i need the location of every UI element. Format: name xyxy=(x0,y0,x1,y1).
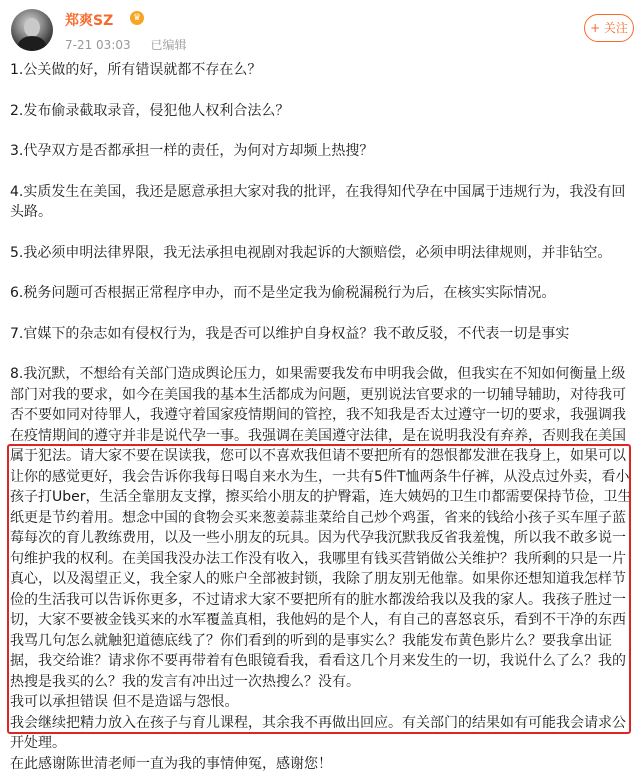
post-meta xyxy=(65,36,202,53)
edited-label: 已编辑 xyxy=(150,38,186,52)
paragraph-7: 7.官媒下的杂志如有侵权行为，我是否可以维护自身权益？我不敢反驳，不代表一切是事实 xyxy=(10,324,632,345)
paragraph-4: 4.实质发生在美国，我还是愿意承担大家对我的批评，在我得知代孕在中国属于违规行为，我没有回头路。 xyxy=(10,182,632,223)
closing-line-2: 我会继续把精力放入在孩子与育儿课程，其余我不再做出回应。有关部门的结果如有可能我会请求公开处理。 xyxy=(10,713,632,754)
closing-line-1: 我可以承担错误 但不是造谣与怨恨。 xyxy=(10,692,632,713)
avatar[interactable] xyxy=(11,9,53,51)
paragraph-6: 6.税务问题可否根据正常程序申办，而不是坐定我为偷税漏税行为后，在核实实际情况。 xyxy=(10,283,632,304)
paragraph-5: 5.我必须申明法律界限，我无法承担电视剧对我起诉的大额赔偿，必须申明法律规则，并非钻空。 xyxy=(10,243,632,264)
closing-line-3: 在此感谢陈世清老师一直为我的事情伸冤，感谢您！ xyxy=(10,754,632,774)
paragraph-3: 3.代孕双方是否都承担一样的责任，为何对方却频上热搜？ xyxy=(10,141,632,162)
post-timestamp[interactable]: 7-21 03:03 xyxy=(65,38,131,52)
vip-crown-icon: ♛ xyxy=(130,11,144,25)
paragraph-2: 2.发布偷录截取录音，侵犯他人权利合法么？ xyxy=(10,101,632,122)
follow-button[interactable]: + 关注 xyxy=(584,14,634,42)
username-link[interactable]: 郑爽SZ xyxy=(65,10,113,30)
paragraph-8: 8.我沉默，不想给有关部门造成舆论压力，如果需要我发布申明我会做，但我实在不知如何衡量上级部门对我的要求，如今在美国我的基本生活都成为问题，更别说法官要求的一切辅导辅助，对待我可否不要如同对待罪人，我遵守着国家疫情期间的管控，我不知我是否太过遵守一切的要求，我强调我在疫情期间的遵守并非是说代孕一事。我强调在美国遵守法律，是在说明我没有弃养，否则我在美国属于犯法。请大家不要在误读我，您可以不喜欢我但请不要把所有的怨恨都发泄在我身上，如果可以让你的感觉更好，我会告诉你我每日喝自来水为生，一共有5件T恤两条牛仔裤，从没点过外卖，看小孩子打Uber，生活全靠朋友支撑，擦买给小朋友的护臀霜，连大姨妈的卫生巾都需要保持节俭，卫生纸更是节约着用。想念中国的食物会买来葱姜蒜韭菜给自己炒个鸡蛋，省来的钱给小孩子买车厘子蓝莓每次的育儿教练费用，以及一些小朋友的玩具。因为代孕我沉默我反省我羞愧，所以我不敢多说一句维护我的权利。在美国我没办法工作没有收入，我哪里有钱买营销做公关维护？我所剩的只是一片真心，以及渴望正义，我全家人的账户全部被封锁，我除了朋友别无他靠。如果你还想知道我怎样节俭的生活我可以告诉你更多，不过请求大家不要把所有的脏水都泼给我以及我的家人。我孩子胜过一切，大家不要被金钱买来的水军覆盖真相，我他妈的是个人，有自己的喜怒哀乐，看到不干净的东西我骂几句怎么就触犯道德底线了？你们看到的听到的是事实么？我能发布黄色影片么？要我拿出证据，我交给谁？请求你不要再带着有色眼镜看我，看看这几个月来发生的一切，我说什么了么？我的热搜是我买的么？我的发言有冲出过一次热搜么？没有。 xyxy=(10,364,632,692)
post-header xyxy=(0,0,641,60)
paragraph-1: 1.公关做的好，所有错误就都不存在么？ xyxy=(10,60,632,81)
post-body xyxy=(10,60,632,774)
